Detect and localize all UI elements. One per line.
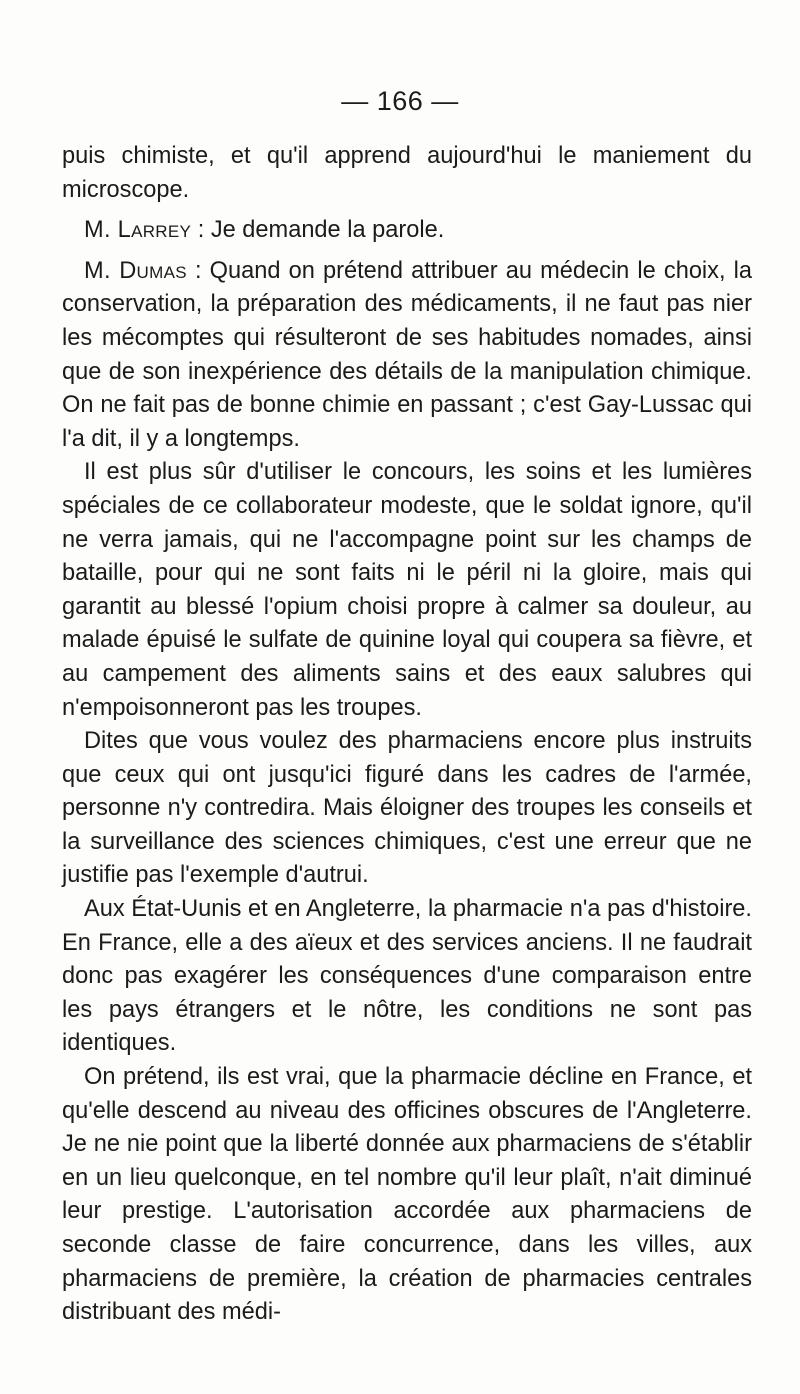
paragraph-etats-unis xyxy=(62,893,752,1061)
paragraph-continuation xyxy=(62,140,752,207)
speaker-name: M. Larrey xyxy=(84,217,192,244)
paragraph-dumas xyxy=(62,255,752,457)
paragraph-larrey xyxy=(62,214,752,248)
paragraph-declin xyxy=(62,1061,752,1330)
paragraph-text: puis chimiste, et qu'il apprend aujourd'hui le maniement du microscope. xyxy=(62,143,752,203)
paragraph-text: : Quand on prétend attribuer au médecin le choix, la conservation, la préparation des médicaments, il ne faut pas nier les mécomptes qui résulteront de ses habitudes nomades, ainsi que de son inexpérience des détails de la manipulation chimique. On ne fait pas de bonne chimie en passant ; c'est Gay-Lussac qui l'a dit, il y a longtemps. xyxy=(62,257,753,452)
paragraph-text: Il est plus sûr d'utiliser le concours, les soins et les lumières spéciales de ce collaborateur modeste, que le soldat ignore, qu'il ne verra jamais, qui ne l'accompagne point sur les champs de bataille, pour qui ne sont faits ni le péril ni la gloire, mais qui garantit au blessé l'opium choisi propre à calmer sa douleur, au malade épuisé le sulfate de quinine loyal qui coupera sa fièvre, et au campement des aliments sains et des eaux salubres qui n'empoisonneront pas les troupes. xyxy=(62,459,752,721)
paragraph-text: On prétend, ils est vrai, que la pharmacie décline en France, et qu'elle descend au niveau des officines obscures de l'Angleterre. Je ne nie point que la liberté donnée aux pharmaciens de s'établir en un lieu quelconque, en tel nombre qu'il leur plaît, n'ait diminué leur prestige. L'autorisation accordée aux pharmaciens de seconde classe de faire concurrence, dans les villes, aux pharmaciens de première, la création de pharmacies centrales distribuant des médi- xyxy=(62,1064,752,1326)
page-body-text xyxy=(62,140,752,1330)
paragraph-text: Dites que vous voulez des pharmaciens encore plus instruits que ceux qui ont jusqu'ici figuré dans les cadres de l'armée, personne n'y contredira. Mais éloigner des troupes les conseils et la surveillance des sciences chimiques, c'est une erreur que ne justifie pas l'exemple d'autrui. xyxy=(62,728,752,889)
paragraph-pharmaciens-instruits xyxy=(62,725,752,893)
speaker-name: M. Dumas xyxy=(84,257,187,284)
paragraph-collaborateur xyxy=(62,456,752,725)
paragraph-text: : Je demande la parole. xyxy=(191,217,445,244)
page-number: — 166 — xyxy=(341,86,459,116)
paragraph-text: Aux État-Uunis et en Angleterre, la pharmacie n'a pas d'histoire. En France, elle a des aïeux et des services anciens. Il ne faudrait donc pas exagérer les conséquences d'une comparaison entre les pays étrangers et le nôtre, les conditions ne sont pas identiques. xyxy=(62,896,752,1057)
